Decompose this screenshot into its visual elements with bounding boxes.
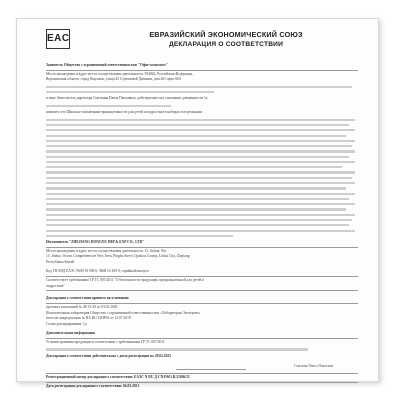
represented-text-block [46, 105, 358, 107]
divider [46, 247, 358, 248]
signature-line [176, 369, 246, 370]
signature-row [46, 363, 358, 371]
divider [46, 338, 358, 339]
title-union: ЕВРАЗИЙСКИЙ ЭКОНОМИЧЕСКИЙ СОЮЗ [149, 30, 303, 39]
represented-by: в лице Заместитель директора Сметкина Павла Павловича, действующего на основании доверенности № [46, 96, 208, 101]
basis-heading: Декларация о соответствии принята на основании [46, 296, 129, 301]
manufacturer-country: Республика Китай [46, 259, 74, 264]
basis-protocol: протокол испытаний № 48-15-20 от 03.02.2020 [46, 305, 118, 310]
test-lab: Испытательная лаборатория Общество с ограниченной ответственностью «Лаборатория Экспертиз» [46, 310, 201, 315]
regulation-line2: подростков" [46, 283, 65, 288]
manufacturer-line: Изготовитель "ZHEJIANG HONGYE IMP & EXP CO., LTD" [46, 240, 145, 245]
applicant-address: Воронежская область, город Воронеж, улица 45 Стрелковой Дивизии, дом 261 офис 604 [46, 77, 181, 82]
storage-conditions: Условия хранения продукции в соответствии с требованиями ТР ТС 007/2011 [46, 339, 165, 344]
applicant-text-block [46, 86, 358, 93]
additional-info-heading: Дополнительная информация [46, 331, 95, 335]
title-declaration: ДЕКЛАРАЦИЯ О СООТВЕТСТВИИ [168, 41, 284, 48]
applicant-detail: Место нахождения и адрес места осуществления деятельности: 394026, Российская Федерация, [46, 71, 193, 76]
manufacturer-address2: 15, Jinhua, Ocean, Comprehensive New Area, Pinghu Street, Quzhou County, Lishui City, Zhejiang [46, 254, 190, 259]
document-body [46, 63, 358, 389]
product-description-block [46, 119, 358, 237]
registration-number: Регистрационный номер декларации о соответствии: ЕАЭС N RU Д-CN.РА01.В.21846/21 [46, 374, 190, 379]
registration-date: Дата регистрации декларации о соответствии: 04.03.2021 [46, 383, 140, 388]
lab-accreditation: аттестат аккредитации № RA.RU.21HP61 от 12.07.2019 [46, 316, 131, 321]
eac-mark: EAC [46, 29, 70, 49]
signer-name: Сметкин Павел Павлович [294, 364, 334, 369]
validity-line: Декларация о соответствии действительна с даты регистрации по 28.02.2025 [46, 353, 171, 358]
divider [46, 276, 358, 277]
storage-text-block [46, 348, 358, 350]
tnved-code: Код ТН ВЭД ЕАЭС 9609 10 900 0, 9608 10 100 0, серийный выпуск [46, 269, 149, 274]
document-title [101, 30, 351, 49]
product-intro: заявляет, что Школьно-письменные принадлежности для детей и подростков в наборах и отдельными [46, 110, 203, 115]
divider [46, 303, 358, 304]
declaration-page [16, 18, 379, 388]
declaration-scheme: Схема декларирования: 1д [46, 321, 87, 326]
divider [46, 70, 358, 71]
divider [46, 290, 358, 291]
applicant-line: Заявитель Общество с ограниченной ответственностью "Офис-комплект" [46, 63, 168, 67]
divider [46, 373, 358, 374]
divider [46, 382, 358, 383]
regulation-line: Соответствует требованиям ТР ТС 007/2011 "О безопасности продукции, предназначенной для детей и [46, 278, 205, 283]
manufacturer-address1: Место нахождения и адрес места осуществления деятельности: 15, Jinhua, Wu [46, 249, 167, 254]
